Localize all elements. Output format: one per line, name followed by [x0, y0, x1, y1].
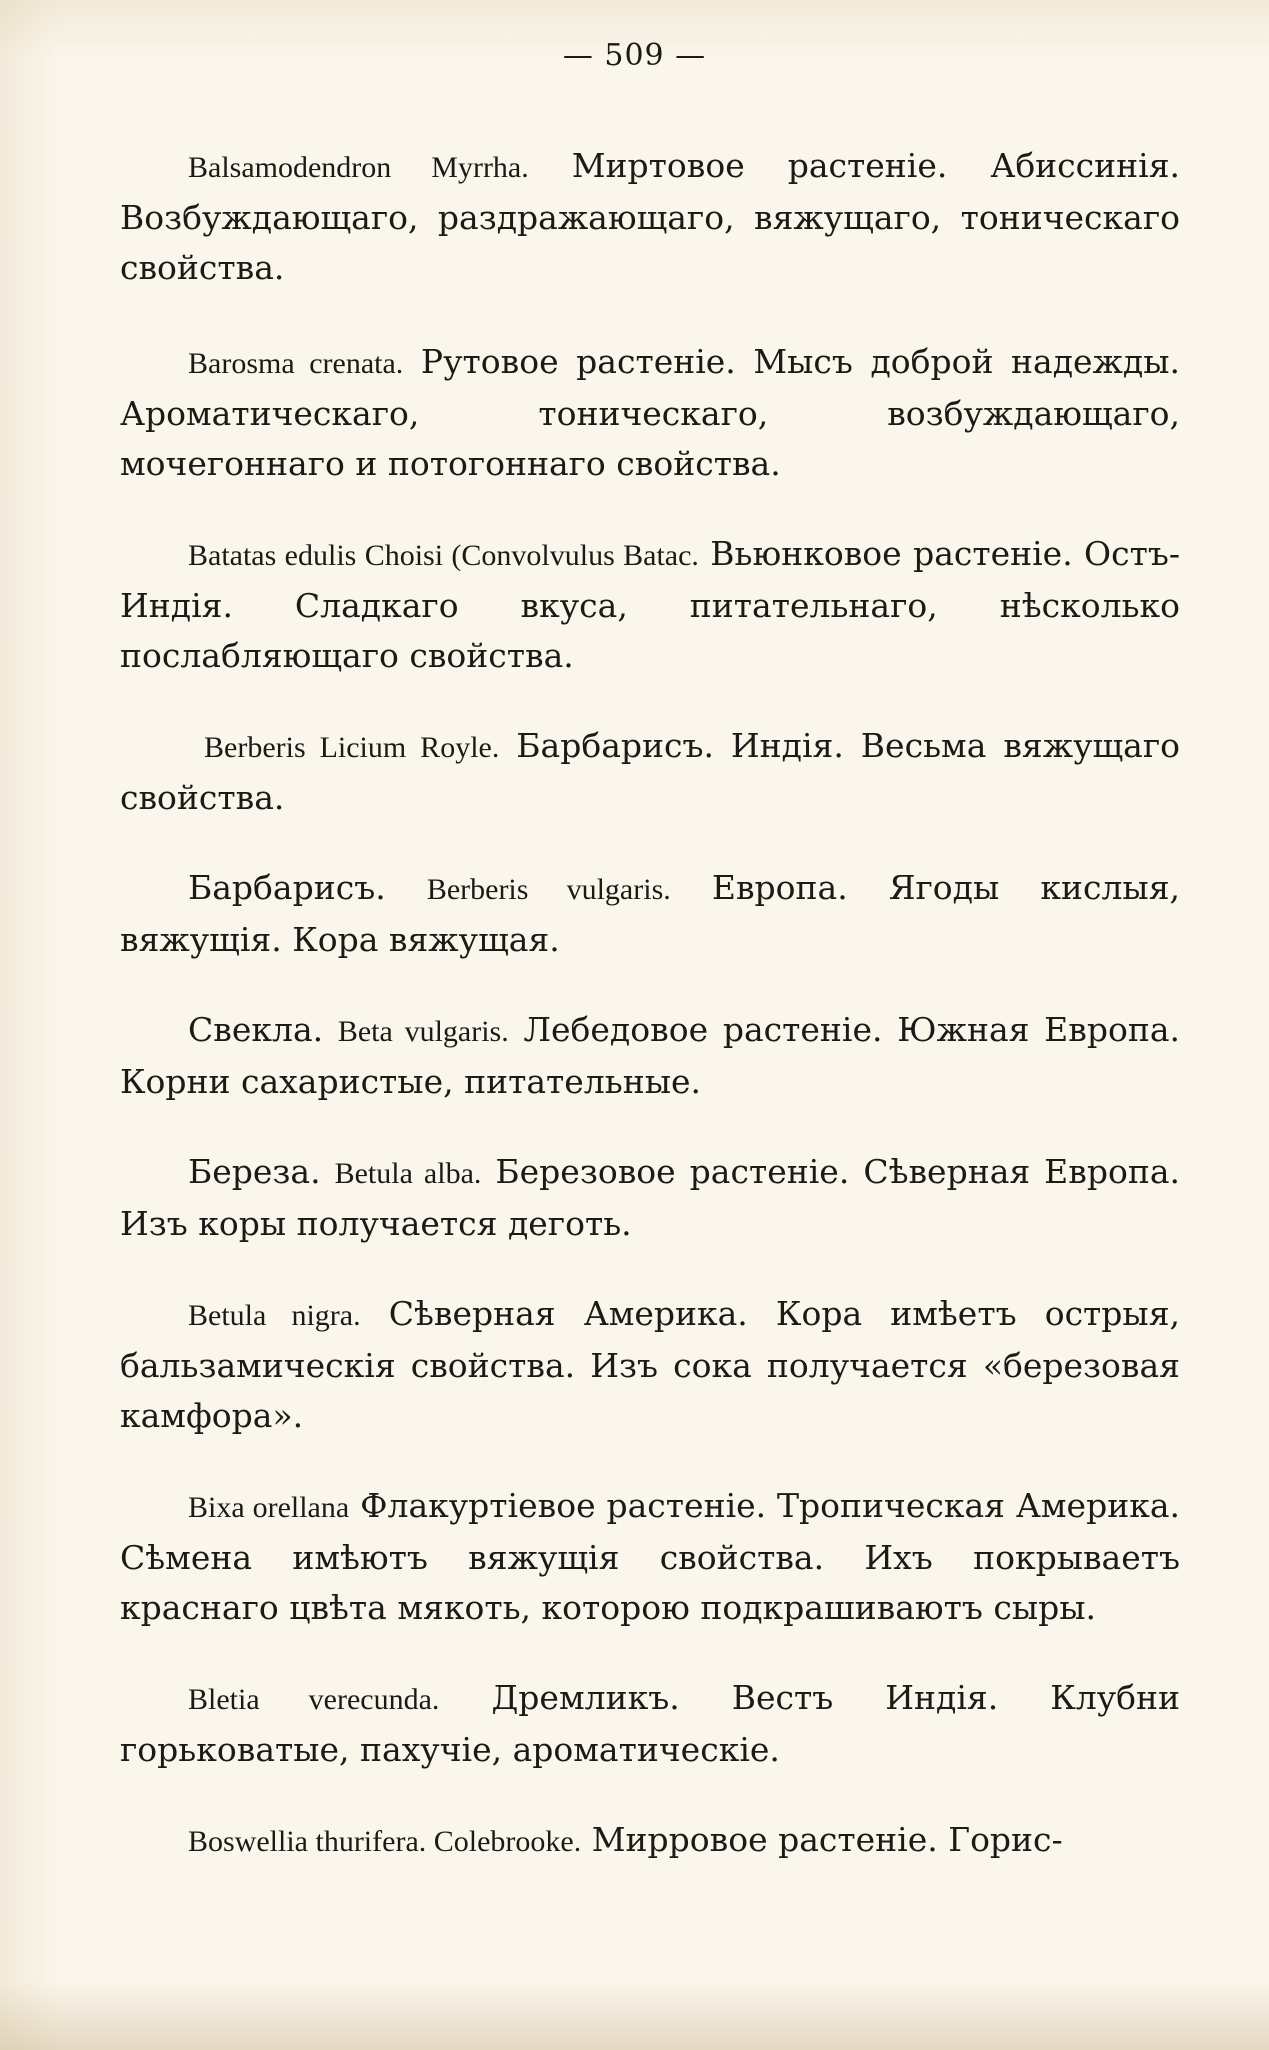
entry-text: Барбарисъ. Индія. Весьма вяжущаго свойства. [120, 726, 1180, 817]
entry-text: Мирровое растеніе. Горис- [581, 1820, 1063, 1859]
entry-latin-name: Berberis Licium Royle. [204, 731, 500, 764]
entry-text: Сѣверная Америка. Кора имѣетъ острыя, бальзамическія свойства. Изъ сока получается «березовая камфора». [120, 1294, 1181, 1435]
page-number: — 509 — [562, 38, 707, 73]
entry-lead: Барбарисъ. [188, 868, 427, 907]
entry-latin-name: Batatas edulis Choisi (Convolvulus Batac. [188, 539, 699, 572]
entry-latin-name: Betula nigra. [188, 1299, 361, 1332]
entry-lead: Свекла. [188, 1010, 338, 1049]
entry-text: Европа. Ягоды кислыя, вяжущія. Кора вяжущая. [120, 868, 1180, 959]
entry-betula-nigra [120, 1289, 1180, 1441]
entry-berberis-licium [120, 721, 1180, 823]
entry-barbaris [120, 863, 1180, 965]
entry-lead: Береза. [188, 1152, 335, 1191]
entry-boswellia [120, 1815, 1180, 1867]
entry-latin-name: Berberis vulgaris. [426, 873, 671, 906]
entry-latin-name: Balsamodendron Myrrha. [188, 151, 529, 184]
entry-bixa-orellana [120, 1481, 1180, 1633]
entry-latin-name: Barosma crenata. [188, 347, 404, 380]
entry-text: Дремликъ. Вестъ Индія. Клубни горьковатые, пахучіе, ароматическіе. [120, 1678, 1180, 1769]
entry-bereza [120, 1147, 1180, 1249]
entry-balsamodendron [120, 141, 1180, 293]
entry-text: Миртовое растеніе. Абиссинія. Возбуждающаго, раздражающаго, вяжущаго, тоническаго свойства. [120, 146, 1180, 287]
entry-latin-name: Boswellia thurifera. Colebrooke. [188, 1825, 582, 1858]
entry-text: Рутовое растеніе. Мысъ доброй надежды. Ароматическаго, тоническаго, возбуждающаго, мочегоннаго и потогоннаго свойства. [120, 342, 1181, 483]
entry-latin-name: Beta vulgaris. [337, 1015, 509, 1048]
entry-latin-name: Betula alba. [334, 1157, 482, 1190]
entry-barosma [120, 337, 1180, 489]
entry-text: Лебедовое растеніе. Южная Европа. Корни сахаристые, питательные. [120, 1010, 1180, 1101]
entry-list [120, 108, 1180, 1907]
entry-bletia [120, 1673, 1180, 1775]
entry-text: Березовое растеніе. Сѣверная Европа. Изъ коры получается деготь. [120, 1152, 1181, 1243]
entry-latin-name: Bixa orellana [188, 1491, 350, 1524]
entry-text: Вьюнковое растеніе. Остъ-Индія. Сладкаго вкуса, питательнаго, нѣсколько послабляющаго свойства. [120, 534, 1181, 675]
entry-text: Флакуртіевое растеніе. Тропическая Америка. Сѣмена имѣютъ вяжущія свойства. Ихъ покрываетъ краснаго цвѣта мякоть, которою подкрашиваютъ сыры. [120, 1486, 1180, 1627]
entry-batatas [120, 529, 1180, 681]
entry-svekla [120, 1005, 1180, 1107]
entry-latin-name: Bletia verecunda. [188, 1683, 440, 1716]
